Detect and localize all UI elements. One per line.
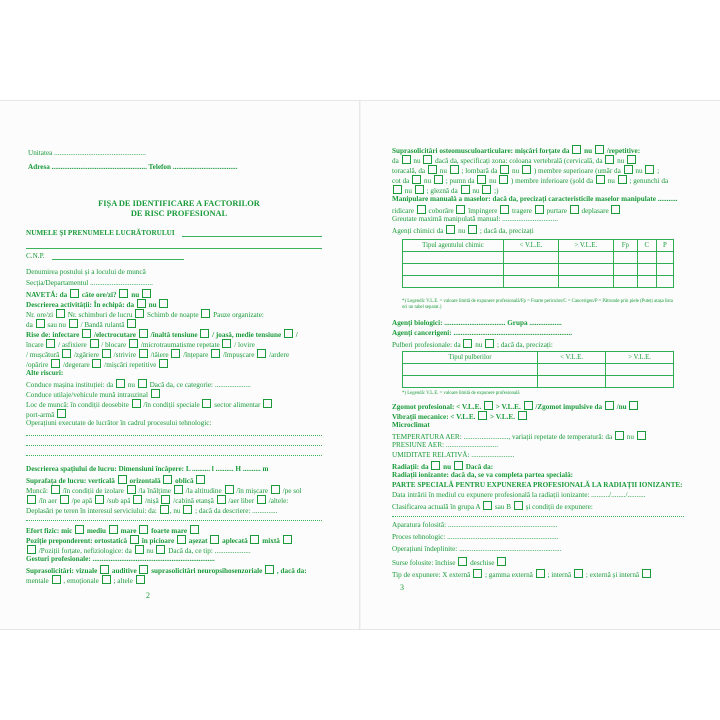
checkbox[interactable]: [151, 389, 160, 398]
checkbox[interactable]: [46, 339, 55, 348]
supra-osteo: Suprasolicitări osteomusculoarticulare: mișcări forțate da nu /repetitive:: [392, 147, 641, 155]
presiune-aer: PRESIUNE AER: .............................: [392, 441, 499, 449]
checkbox[interactable]: [75, 525, 84, 534]
deplasari-rule: [26, 520, 322, 521]
checkbox[interactable]: [393, 185, 402, 194]
adresa-line: Adresa ..................................................... Telefon ....................................: [28, 163, 238, 171]
checkbox[interactable]: [95, 495, 104, 504]
checkbox[interactable]: [156, 545, 165, 554]
checkbox[interactable]: [136, 575, 145, 584]
pozitie-preponderenta: Poziție preponderent: ortostatică în picioare așezat aplecată mixtă: [26, 535, 293, 546]
muscatura-line: / mușcătură /zgâriere /strivire /tăiere /înțepare /împușcare /ardere: [26, 351, 290, 359]
checkbox[interactable]: [415, 185, 424, 194]
checkbox[interactable]: [129, 339, 138, 348]
checkbox[interactable]: [222, 339, 231, 348]
checkbox[interactable]: [482, 185, 491, 194]
banda-rulanta-line: da sau nu / Bandă rulantă: [26, 319, 137, 330]
descrierea-activitatii: Descrierea activității: În echipă: da nu: [26, 299, 169, 310]
checkbox[interactable]: [90, 339, 99, 348]
table-row[interactable]: [403, 276, 674, 288]
page-gutter: [359, 101, 361, 629]
checkbox[interactable]: [473, 569, 482, 578]
table-row[interactable]: [403, 264, 674, 276]
checkbox[interactable]: [637, 431, 646, 440]
deplasari-teren: Deplasări pe teren în interesul serviciului: da: , nu ; dacă da descriere: ..............: [26, 507, 278, 515]
col-lt-vle: < V.L.E.: [504, 240, 559, 252]
munca-conditii: Muncă: /în condiții de izolare /la înălțime /la altitudine /în mișcare /pe sol: [26, 487, 302, 495]
checkbox[interactable]: [450, 165, 459, 174]
numele-label: NUMELE ȘI PRENUMELE LUCRĂTORULUI: [26, 229, 175, 237]
legend-chemical: *) Legendă: V.L.E. = valoare limită de expunere profesională/Fp = Foarte periculos/C = Cancerigen/P = Pătrunde prin piele (Puteți atașa lista ori un tabel separat.): [402, 299, 673, 310]
checkbox[interactable]: [60, 495, 69, 504]
col-tip-pulberi: Tipul pulberilor: [403, 352, 538, 364]
col-dust-lt-vle: < V.L.E.: [538, 352, 606, 364]
col-tip-agent: Tipul agentului chimic: [403, 240, 504, 252]
tip-expunere: Tip de expunere: X externă ; gamma externă ; internă ; externă și internă: [392, 569, 652, 580]
checkbox[interactable]: [478, 411, 487, 420]
checkbox[interactable]: [574, 569, 583, 578]
checkbox[interactable]: [36, 319, 45, 328]
checkbox[interactable]: [428, 165, 437, 174]
descrierea-spatiului: Descrierea spațiului de lucru: Dimensiuni încăpere: L .......... l .......... H .......... m: [26, 465, 269, 473]
checkbox[interactable]: [210, 535, 219, 544]
checkbox[interactable]: [463, 339, 472, 348]
greutate-maxima: Greutate maximă manipulată manual: ...............................: [392, 215, 558, 223]
surse-folosite: Surse folosite: închise deschise: [392, 557, 507, 568]
checkbox[interactable]: [402, 155, 411, 164]
checkbox[interactable]: [595, 145, 604, 154]
checkbox[interactable]: [468, 225, 477, 234]
checkbox[interactable]: [423, 155, 432, 164]
unitatea-line: Unitatea ...................................................: [28, 149, 146, 157]
operatiuni-indeplinite: Operațiuni îndeplinite: .........................................................: [392, 545, 562, 553]
checkbox[interactable]: [431, 461, 440, 470]
checkbox[interactable]: [137, 299, 146, 308]
riscuri-line: Rise de: infectare /electrocutare /înaltă tensiune / joasă, medie tensiune /: [26, 331, 298, 339]
checkbox[interactable]: [109, 525, 118, 534]
alte-riscuri: Alte riscuri:: [26, 369, 64, 377]
col-gt-vle: > V.L.E.: [558, 240, 613, 252]
checkbox[interactable]: [119, 289, 128, 298]
table-row[interactable]: [403, 376, 674, 388]
col-c: C: [637, 240, 656, 252]
checkbox[interactable]: [135, 545, 144, 554]
checkbox[interactable]: [536, 569, 545, 578]
checkbox[interactable]: [485, 339, 494, 348]
checkbox[interactable]: [497, 557, 506, 566]
operatiuni-executate: Operațiuni executate de lucrător în cadrul procesului tehnologic:: [26, 419, 212, 427]
page-number-left: 2: [146, 591, 150, 600]
checkbox[interactable]: [645, 165, 654, 174]
checkbox[interactable]: [163, 475, 172, 484]
checkbox[interactable]: [461, 185, 470, 194]
checkbox[interactable]: [52, 575, 61, 584]
checkbox[interactable]: [196, 475, 205, 484]
checkbox[interactable]: [159, 299, 168, 308]
chemical-table-header: [403, 240, 674, 252]
efort-fizic: Efort fizic: mic mediu mare foarte mare: [26, 525, 200, 536]
checkbox[interactable]: [183, 505, 192, 514]
incare-line: încare / asfixiere / blocare /microtraumatisme repetate / lovire: [26, 341, 255, 349]
proces-tehnologic: Proces tehnologic: ..............................................................: [392, 533, 559, 541]
checkbox[interactable]: [200, 329, 209, 338]
checkbox[interactable]: [211, 349, 220, 358]
ridicare-line: ridicare coborâre împingere tragere purtare deplasare: [392, 205, 621, 216]
checkbox[interactable]: [116, 379, 125, 388]
checkbox[interactable]: [171, 349, 180, 358]
nr-ore-line: Nr. ore/zi Nr. schimburi de lucru Schimb de noapte Pauze organizate:: [26, 311, 264, 319]
zgomot-profesional: Zgomot profesional: < V.L.E. > V.L.E. /Zgomot impulsive da /nu: [392, 401, 639, 412]
checkbox[interactable]: [271, 485, 280, 494]
checkbox[interactable]: [642, 569, 651, 578]
checkbox[interactable]: [522, 165, 531, 174]
col-fp: Fp: [613, 240, 637, 252]
checkbox[interactable]: [27, 495, 36, 504]
manipulare-manuala: Manipulare manuală a maselor: dacă da, precizați caracteristicile maselor manipulate ...........: [392, 195, 678, 203]
checkbox[interactable]: [132, 399, 141, 408]
checkbox[interactable]: [190, 525, 199, 534]
checkbox[interactable]: [483, 501, 492, 510]
aparatura: Aparatura folosită: .............................................................: [392, 521, 558, 529]
checkbox[interactable]: [434, 175, 443, 184]
checkbox[interactable]: [51, 359, 60, 368]
checkbox[interactable]: [284, 329, 293, 338]
operatiuni-rule-1: [26, 435, 322, 436]
checkbox[interactable]: [82, 329, 91, 338]
conduce-masina: Conduce mașina instituției: da nu Dacă da, ce categorie: ....................: [26, 381, 251, 389]
data-intrarii: Data intrării în mediul cu expunere profesională la radiații ionizante: ........../......../..........: [392, 491, 646, 499]
checkbox[interactable]: [57, 409, 66, 418]
table-row[interactable]: [403, 252, 674, 264]
checkbox[interactable]: [417, 205, 426, 214]
glezna-line: nu ; gleznă da nu ;): [392, 185, 498, 196]
gesturi-profesionale: Gesturi profesionale: ....................................................................: [26, 555, 215, 563]
cnp-label: C.N.P.: [26, 252, 45, 260]
checkbox[interactable]: [412, 175, 421, 184]
checkbox[interactable]: [100, 565, 109, 574]
checkbox[interactable]: [263, 399, 272, 408]
checkbox[interactable]: [500, 165, 509, 174]
right-page: [362, 101, 720, 629]
microclimat: Microclimat: [392, 421, 430, 429]
checkbox[interactable]: [477, 175, 486, 184]
cot-line: cot da nu ; pumn da nu ) membre inferioare (șold da nu ; genunchi da: [392, 177, 669, 185]
mentale-emotionale: mentale , emoționale ; altele: [26, 575, 146, 586]
checkbox[interactable]: [142, 289, 151, 298]
checkbox[interactable]: [250, 535, 259, 544]
table-row[interactable]: [403, 364, 674, 376]
numele-rule: [182, 236, 322, 237]
checkbox[interactable]: [611, 205, 620, 214]
partea-speciala: PARTE SPECIALĂ PENTRU EXPUNEREA PROFESIONALĂ LA RADIAȚII IONIZANTE:: [392, 481, 683, 489]
checkbox[interactable]: [484, 401, 493, 410]
checkbox[interactable]: [265, 565, 274, 574]
checkbox[interactable]: [615, 431, 624, 440]
vibratii-mecanice: Vibrații mecanice: < V.L.E. > V.L.E.: [392, 411, 528, 422]
checkbox[interactable]: [69, 319, 78, 328]
checkbox[interactable]: [456, 205, 465, 214]
page-number-right: 3: [400, 583, 404, 592]
checkbox[interactable]: [535, 205, 544, 214]
numele-rule-2: [26, 248, 322, 249]
checkbox[interactable]: [572, 145, 581, 154]
dust-table: [402, 351, 674, 388]
checkbox[interactable]: [139, 349, 148, 358]
checkbox[interactable]: [62, 349, 71, 358]
checkbox[interactable]: [102, 349, 111, 358]
umiditate-relativa: UMIDITATE RELATIVĂ: ........................: [392, 451, 515, 459]
checkbox[interactable]: [605, 401, 614, 410]
col-p: P: [656, 240, 673, 252]
suprasolicitari: Suprasolicitări: vizuale auditive suprasolicitări neuropsihosenzoriale , dacă da:: [26, 567, 307, 575]
checkbox[interactable]: [56, 309, 65, 318]
left-page: [0, 101, 358, 629]
form-subtitle: DE RISC PROFESIONAL: [130, 209, 228, 218]
checkbox[interactable]: [139, 565, 148, 574]
checkbox[interactable]: [159, 359, 168, 368]
checkbox[interactable]: [130, 535, 139, 544]
checkbox[interactable]: [570, 205, 579, 214]
checkbox[interactable]: [92, 359, 101, 368]
checkbox[interactable]: [202, 399, 211, 408]
clasificarea-rule: [392, 516, 684, 517]
suprafata-lucru: Suprafața de lucru: verticală orizontală oblică: [26, 475, 206, 486]
checkbox[interactable]: [177, 535, 186, 544]
checkbox[interactable]: [627, 155, 636, 164]
radiatii-ionizante: Radiații ionizante: dacă da, se va completa partea specială:: [392, 471, 574, 479]
denumirea-line: Denumirea postului și a locului de muncă: [26, 268, 146, 276]
checkbox[interactable]: [458, 557, 467, 566]
checkbox[interactable]: [161, 495, 170, 504]
operatiuni-rule-3: [26, 455, 322, 456]
munca-in-aer: /în aer /pe apă /sub apă /nișă /cabină etanșă /aer liber /altele:: [26, 495, 288, 506]
checkbox[interactable]: [118, 475, 127, 484]
checkbox[interactable]: [257, 495, 266, 504]
checkbox[interactable]: [102, 575, 111, 584]
temperatura-aer: TEMPERATURA AER: ........................., variații repetate de temperatură: da nu: [392, 431, 647, 442]
legend-dust: *) Legendă: V.L.E. = valoare limită de expunere profesională: [402, 391, 520, 396]
toracala-line: toracală, da nu ; lombară da nu ) membre superioare (umăr da nu ;: [392, 167, 660, 175]
sectia-line: Secția/Departamentul ...................................: [26, 279, 153, 287]
radiatii: Radiații: da nu Dacă da:: [392, 463, 494, 471]
clasificarea: Clasificarea actuală în grupa A sau B și condiții de expunere:: [392, 503, 593, 511]
checkbox[interactable]: [225, 485, 234, 494]
checkbox[interactable]: [629, 401, 638, 410]
conduce-utilaje: Conduce utilaje/vehicule mună intrauzinal: [26, 389, 161, 400]
pozitii-fortate: /Poziții forțate, nefiziologice: da nu Dacă da, ce tip: ....................: [26, 545, 251, 556]
oparire-line: /opărire /degerare /mișcări repetitive: [26, 359, 169, 370]
document-spread: [0, 100, 720, 630]
port-arma: port-armă: [26, 409, 67, 420]
checkbox[interactable]: [127, 485, 136, 494]
checkbox[interactable]: [217, 495, 226, 504]
checkbox[interactable]: [454, 461, 463, 470]
pulberi-profesionale: Pulberi profesionale: da nu ; dacă da, precizați:: [392, 341, 553, 349]
checkbox[interactable]: [624, 165, 633, 174]
checkbox[interactable]: [27, 545, 36, 554]
checkbox[interactable]: [596, 175, 605, 184]
form-title: FIȘA DE IDENTIFICARE A FACTORILOR: [98, 199, 260, 208]
checkbox[interactable]: [201, 309, 210, 318]
checkbox[interactable]: [51, 485, 60, 494]
checkbox[interactable]: [127, 319, 136, 328]
checkbox[interactable]: [518, 411, 527, 420]
operatiuni-rule-2: [26, 445, 322, 446]
col-dust-gt-vle: > V.L.E.: [606, 352, 674, 364]
checkbox[interactable]: [524, 401, 533, 410]
checkbox[interactable]: [174, 485, 183, 494]
checkbox[interactable]: [138, 379, 147, 388]
checkbox[interactable]: [605, 155, 614, 164]
dust-table-header: [403, 352, 674, 364]
checkbox[interactable]: [283, 535, 292, 544]
checkbox[interactable]: [133, 495, 142, 504]
zona-coloana: da nu dacă da, specificați zona: coloana vertebrală (cervicală, da nu: [392, 155, 637, 166]
naveta-line: NAVETĂ: da câte ore/zi? nu: [26, 289, 152, 300]
checkbox[interactable]: [139, 525, 148, 534]
agenti-cancerigeni: Agenți cancerigeni: ..................................................................: [392, 329, 573, 337]
cnp-rule: [52, 259, 184, 260]
checkbox[interactable]: [257, 349, 266, 358]
checkbox[interactable]: [70, 289, 79, 298]
checkbox[interactable]: [618, 175, 627, 184]
checkbox[interactable]: [135, 309, 144, 318]
checkbox[interactable]: [499, 175, 508, 184]
agenti-biologici: Agenți biologici: .................................. Grupa ..................: [392, 319, 562, 327]
agenti-chimici: Agenți chimici da nu ; dacă da, precizați: [392, 227, 534, 235]
loc-de-munca: Loc de muncă: în condiții deosebite /în condiții speciale sector alimentar: [26, 399, 273, 410]
chemical-agents-table: [402, 239, 674, 288]
checkbox[interactable]: [500, 205, 509, 214]
checkbox[interactable]: [160, 505, 169, 514]
checkbox[interactable]: [514, 501, 523, 510]
checkbox[interactable]: [446, 225, 455, 234]
checkbox[interactable]: [139, 329, 148, 338]
